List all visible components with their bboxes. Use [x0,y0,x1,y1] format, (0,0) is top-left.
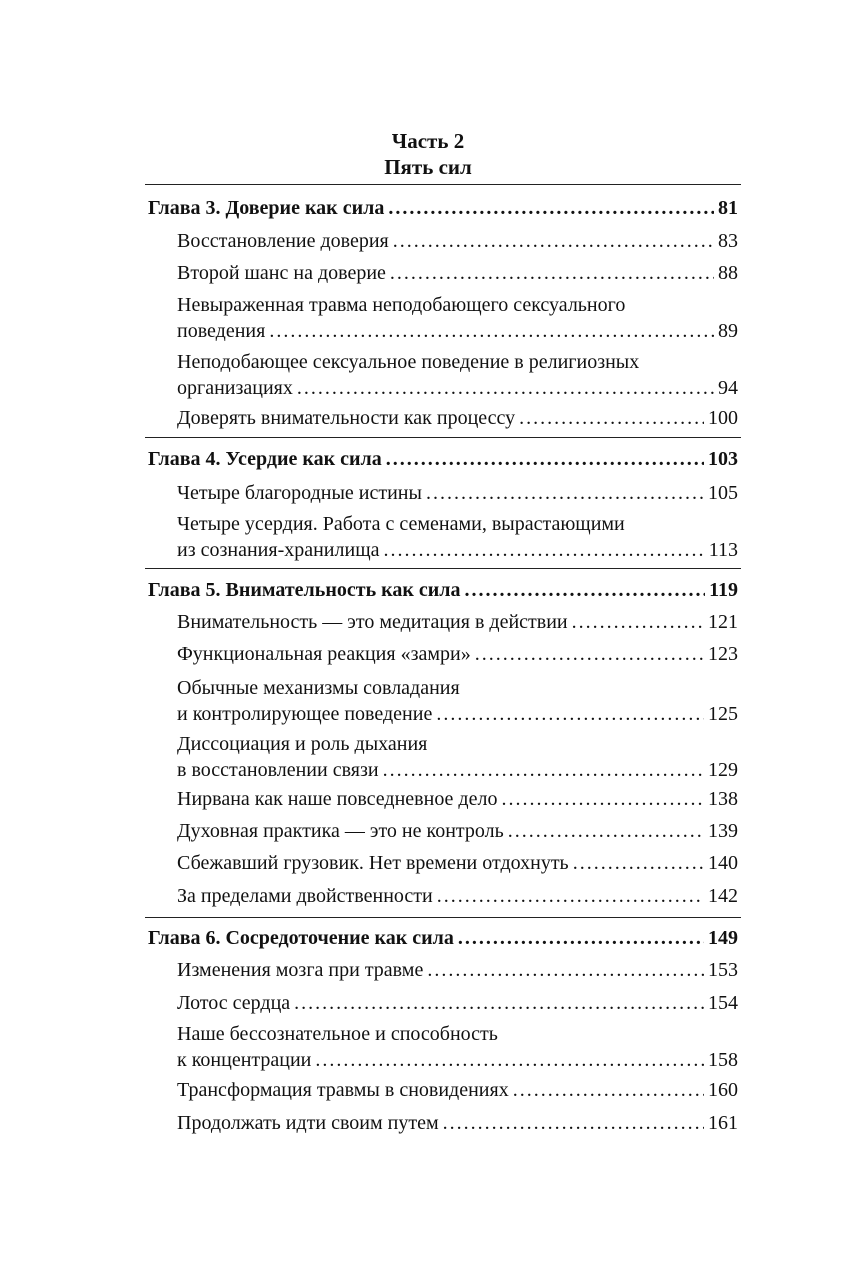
page-number: 139 [708,820,738,842]
page-number: 89 [718,320,738,342]
entry-title: Глава 3. Доверие как сила [148,197,385,219]
leader-dots [465,577,706,603]
page-number: 153 [708,959,738,981]
page-number: 103 [708,448,738,470]
page-number: 140 [708,852,738,874]
toc-section[interactable] [177,260,738,286]
leader-dots [390,260,714,286]
page-number: 88 [718,262,738,284]
toc-section[interactable] [177,1110,738,1136]
page-number: 154 [708,992,738,1014]
page-number: 100 [708,407,738,429]
entry-title: Глава 6. Сосредоточение как сила [148,927,454,949]
page-number: 119 [709,579,738,601]
leader-dots [388,195,714,221]
toc-section[interactable] [177,405,738,431]
entry-title: поведения [177,320,266,342]
leader-dots [513,1077,704,1103]
top-rule [145,184,741,185]
leader-dots [508,818,704,844]
toc-section[interactable] [177,1021,738,1073]
entry-title: Продолжать идти своим путем [177,1112,439,1134]
toc-section[interactable] [177,292,738,344]
leader-dots [294,990,704,1016]
entry-title: из сознания-хранилища [177,539,380,561]
page-number: 138 [708,788,738,810]
toc-section[interactable] [177,675,738,727]
leader-dots [315,1047,704,1073]
entry-title-line1: Диссоциация и роль дыхания [177,733,428,755]
entry-title: Изменения мозга при травме [177,959,424,981]
leader-dots [572,609,704,635]
toc-section[interactable] [177,511,738,563]
entry-title-line1: Наше бессознательное и способность [177,1023,498,1045]
entry-title-line1: Неподобающее сексуальное поведение в религиозных [177,351,640,373]
page-number: 129 [708,759,738,781]
entry-title: и контролирующее поведение [177,703,433,725]
entry-title: Духовная практика — это не контроль [177,820,504,842]
chapter-rule [145,917,741,918]
entry-title: Второй шанс на доверие [177,262,386,284]
leader-dots [393,228,714,254]
page-number: 83 [718,230,738,252]
leader-dots [383,537,704,563]
entry-title: Лотос сердца [177,992,291,1014]
page-number: 158 [708,1049,738,1071]
toc-section[interactable] [177,480,738,506]
leader-dots [297,375,714,401]
page-number: 113 [708,539,738,561]
page-number: 105 [708,482,738,504]
chapter-rule [145,437,741,438]
entry-title: к концентрации [177,1049,312,1071]
leader-dots [436,701,704,727]
toc-section[interactable] [177,990,738,1016]
page-number: 81 [718,197,738,219]
leader-dots [458,925,704,951]
page-number: 149 [708,927,738,949]
entry-title-line1: Обычные механизмы совладания [177,677,460,699]
leader-dots [427,957,704,983]
toc-chapter[interactable] [148,925,738,951]
entry-title-line1: Невыраженная травма неподобающего сексуального [177,294,626,316]
toc-section[interactable] [177,228,738,254]
leader-dots [475,641,704,667]
entry-title: Четыре благородные истины [177,482,422,504]
entry-title: Функциональная реакция «замри» [177,643,471,665]
entry-title: Глава 4. Усердие как сила [148,448,382,470]
toc-section[interactable] [177,1077,738,1103]
leader-dots [501,786,704,812]
toc-section[interactable] [177,731,738,783]
toc-section[interactable] [177,883,738,909]
leader-dots [383,757,704,783]
toc-section[interactable] [177,641,738,667]
toc-section[interactable] [177,957,738,983]
toc-chapter[interactable] [148,446,738,472]
entry-title: Восстановление доверия [177,230,389,252]
page-number: 94 [718,377,738,399]
leader-dots [437,883,704,909]
entry-title: Сбежавший грузовик. Нет времени отдохнуть [177,852,569,874]
page-number: 121 [708,611,738,633]
page-number: 142 [708,885,738,907]
entry-title: Глава 5. Внимательность как сила [148,579,461,601]
toc-section[interactable] [177,786,738,812]
toc-section[interactable] [177,609,738,635]
toc-section[interactable] [177,850,738,876]
page-number: 125 [708,703,738,725]
leader-dots [386,446,704,472]
toc-section[interactable] [177,818,738,844]
entry-title: Трансформация травмы в сновидениях [177,1079,509,1101]
chapter-rule [145,568,741,569]
part-title: Пять сил [384,155,472,179]
leader-dots [269,318,714,344]
entry-title: Внимательность — это медитация в действии [177,611,568,633]
entry-title: Нирвана как наше повседневное дело [177,788,498,810]
toc-chapter[interactable] [148,577,738,603]
leader-dots [573,850,704,876]
entry-title: За пределами двойственности [177,885,433,907]
page-number: 123 [708,643,738,665]
page-number: 160 [708,1079,738,1101]
entry-title: организациях [177,377,293,399]
toc-section[interactable] [177,349,738,401]
part-label: Часть 2 [391,129,465,153]
entry-title-line1: Четыре усердия. Работа с семенами, вырастающими [177,513,625,535]
page-number: 161 [708,1112,738,1134]
toc-chapter[interactable] [148,195,738,221]
leader-dots [519,405,704,431]
entry-title: Доверять внимательности как процессу [177,407,516,429]
leader-dots [443,1110,704,1136]
leader-dots [426,480,704,506]
entry-title: в восстановлении связи [177,759,379,781]
